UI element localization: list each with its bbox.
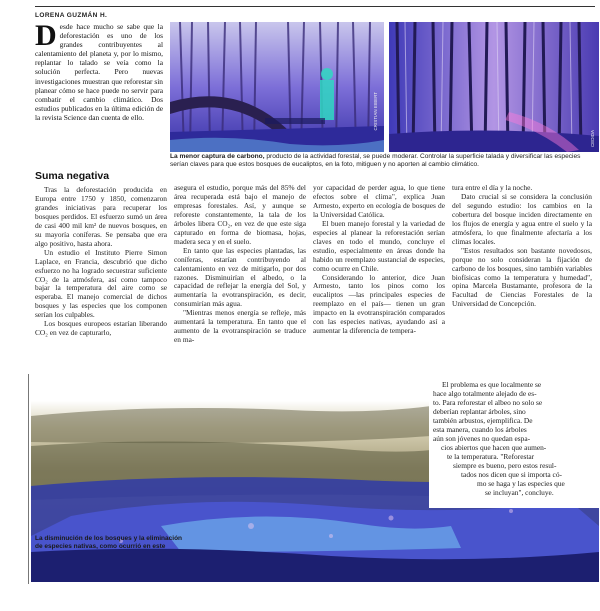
paragraph: Los bosques europeos estarían liberando CO₂ en vez de capturarlo,	[35, 319, 167, 338]
byline: LORENA GUZMÁN H.	[35, 12, 108, 19]
text-line: cios abiertos que hacen que aumen-	[441, 443, 547, 452]
lede-text: esde hace mucho se sabe que la deforestación es uno de los grandes contribuyentes al calentamiento del planeta y, por lo mismo, replantar lo talado se veía como la solución perfecta. Pero nuevas investigaciones muestran que reforestar sin planear cómo se hace puede no servir para combatir el cambio climático. Dos estudios publicados en la última edición de la revista Science dan cuenta de ello.	[35, 22, 163, 122]
paragraph: "Estos resultados son bastante novedosos, porque no solo consideran la fijación de carbono de los bosques, sino también variables biofísicas como la temperatura y humedad", opina Marcela Bustamante, profesora de la Facultad de Ciencias Forestales de la Universidad de Concepción.	[452, 245, 592, 309]
forest-photo-left-image	[170, 22, 384, 152]
dropcap: D	[35, 22, 57, 52]
forest-photo-right	[389, 22, 599, 152]
text-line: deberían replantar árboles, sino	[433, 407, 526, 416]
article-column-4	[452, 184, 592, 376]
photo-credit-right: CEDIDA	[590, 130, 595, 148]
paragraph: Tras la deforestación producida en Europa entre 1750 y 1850, comenzaron grandes iniciativas para recuperar los bosques perdidos. El esfuerzo sumó un área de casi 400 mil km² de nuevos bosques, en su mayoría coníferas. Se pensaba que era algo positivo, hasta ahora.	[35, 186, 167, 248]
top-photo-caption	[170, 153, 598, 169]
paragraph: Un estudio el Instituto Pierre Simon Laplace, en Francia, descubrió que dicho esfuerzo no ha logrado secuestrar suficiente CO₂ de la atmósfera, así como tampoco bajar la temperatura del aire como se esperaba. El manejo comercial de dichos bosques y las especies que los componen serían los culpables.	[35, 247, 167, 320]
paragraph: "Mientras menos energía se refleje, más aumentará la temperatura. En tanto que el aumento de la evotranspiración se traduce en ma-	[174, 308, 306, 345]
text-line: El problema es que localmente se	[442, 380, 542, 389]
article-column-2	[174, 184, 306, 376]
article-column-1	[35, 186, 167, 358]
paragraph: yor capacidad de perder agua, lo que tiene efectos sobre el clima", explica Juan Armesto, experto en ecología de bosques de la Universidad Católica.	[313, 184, 445, 219]
top-caption-bold: La menor captura de carbono,	[170, 153, 265, 160]
paragraph: Considerando lo anterior, dice Juan Armesto, tanto los pinos como los eucaliptos —las principales especies de reemplazo en el país— tienen un gran impacto en la evotranspiración comparados con las especies nativas, ayudando así a aumentar la diferencia de tempera-	[313, 272, 445, 336]
forest-photo-left	[170, 22, 384, 152]
text-line: se incluyan", concluye.	[485, 488, 554, 497]
text-line: mo se haga y las especies que	[477, 479, 565, 488]
paragraph: El buen manejo forestal y la variedad de especies al planear la reforestación serían claves en todo el mundo, concluye el estudio, especialmente en áreas donde ha habido un reemplazo sustancial de especies, como ocurre en Chile.	[313, 218, 445, 273]
text-line: hace algo totalmente alejado de es-	[433, 389, 537, 398]
text-line: siempre es bueno, pero estos resul-	[453, 461, 557, 470]
wrapped-paragraph	[433, 380, 595, 497]
paragraph: tura entre el día y la noche.	[452, 184, 533, 192]
paragraph: Dato crucial si se considera la conclusión del segundo estudio: los cambios en la cobertura del bosque inciden directamente en los flujos de energía y agua entre el suelo y la atmósfera, lo que finalmente afectaría a los climas locales.	[452, 191, 592, 246]
forest-photo-right-image	[389, 22, 599, 152]
text-line: to. Para reforestar el albeo no solo se	[433, 398, 543, 407]
lede-paragraph	[35, 22, 163, 152]
left-rule	[28, 374, 29, 584]
bottom-photo-caption: La disminución de los bosques y la eliminación de especies nativas, como ocurrió en este	[35, 535, 183, 550]
text-line: esta manera, cuando los árboles	[433, 425, 527, 434]
paragraph: asegura el estudio, porque más del 85% del área recuperada está bajo el manejo de empresas forestales. Así, y aunque se reforeste constantemente, la tala de los árboles libera CO₂, en vez de que este siga capturado en forma de biomasa, hojas, madera seca y en el suelo.	[174, 184, 306, 246]
text-line: te la temperatura. "Reforestar	[447, 452, 535, 461]
paragraph: En tanto que las especies plantadas, las coníferas, estarían contribuyendo al calentamiento en vez de mitigarlo, por dos razones. Disminuirían el albedo, o la capacidad de reflejar la energía del Sol, y aumentaría la evotranspiración, es decir, consumirían más agua.	[174, 245, 306, 309]
top-rule	[35, 6, 595, 7]
text-line: tados nos dicen que si importa có-	[461, 470, 562, 479]
top-caption-text: producto de la actividad forestal, se puede moderar. Controlar la superficie talada y diversificar las especies serían claves para que estos bosques de eucaliptos, en la foto, mitiguen y no aporten al cambio climático.	[170, 153, 581, 169]
article-column-3	[313, 184, 445, 376]
section-heading: Suma negativa	[35, 170, 110, 182]
photo-credit-left: CRISTIAN EIBERT	[373, 92, 378, 131]
text-line: también arbustos, ejemplifica. De	[433, 416, 533, 425]
text-line: aún son jóvenes no quedan espa-	[433, 434, 531, 443]
